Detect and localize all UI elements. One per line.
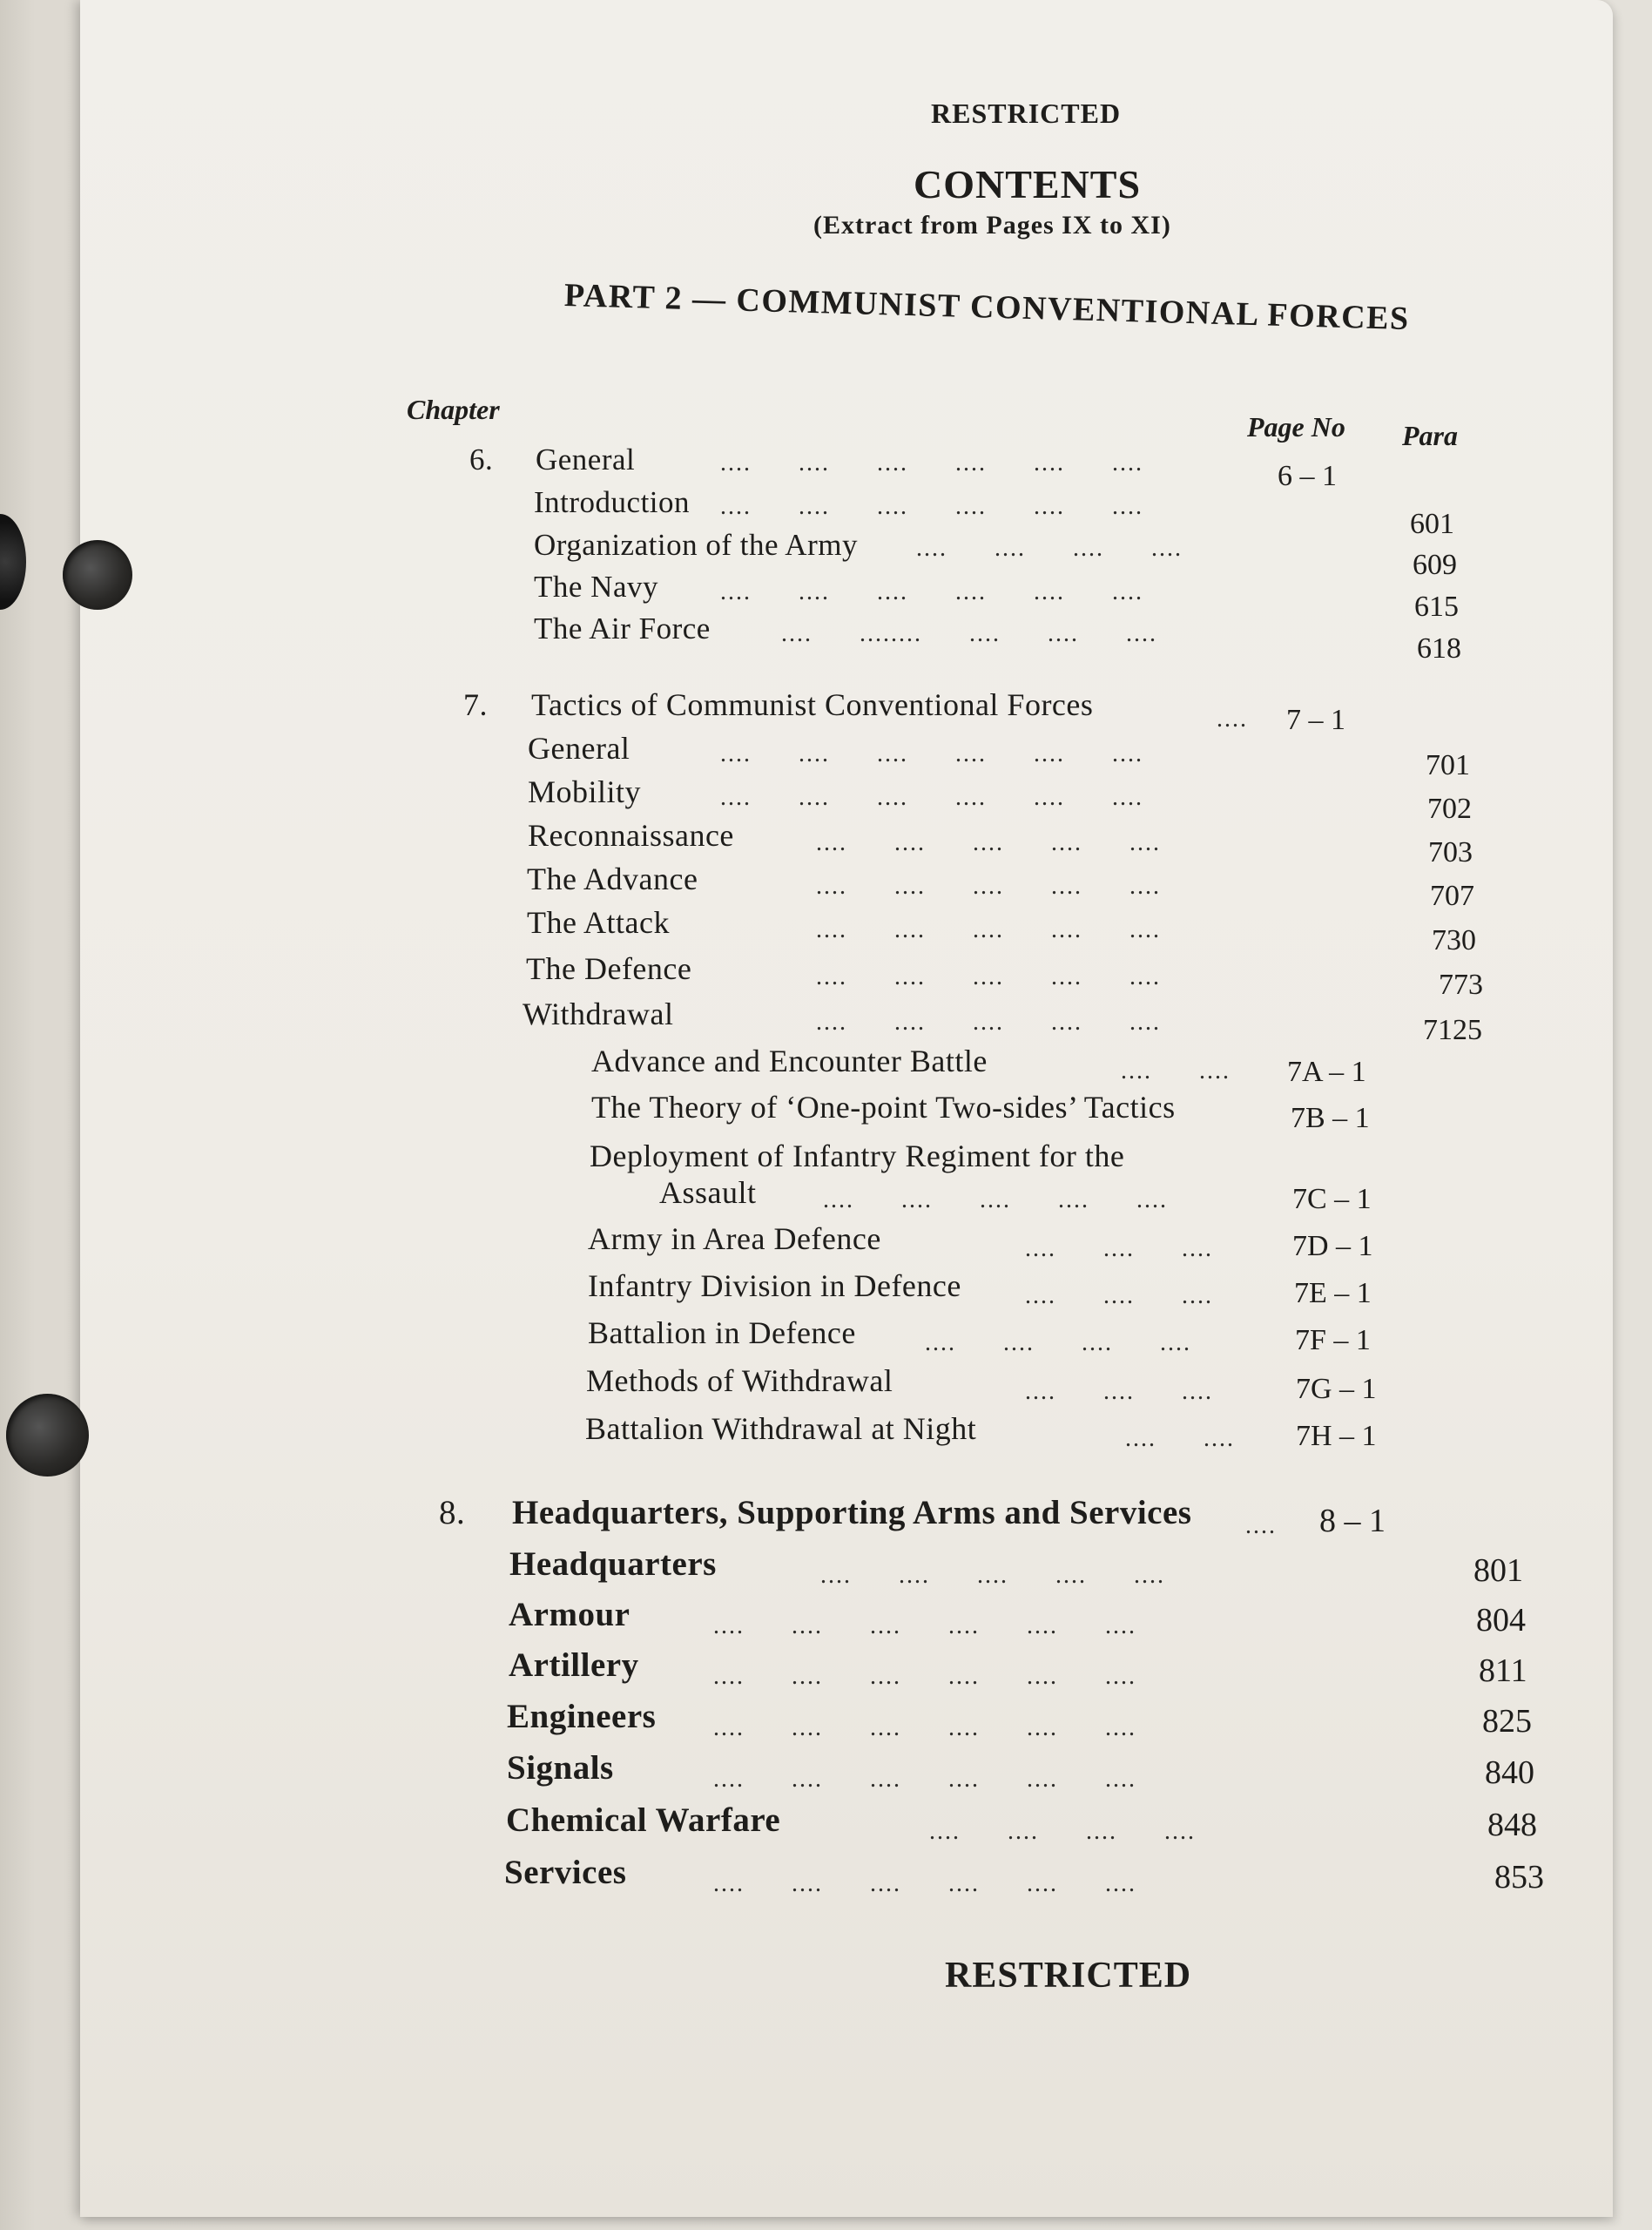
chapter-7-annex-title-continued: Assault	[659, 1175, 757, 1210]
chapter-7-entry-para: 707	[1430, 880, 1474, 912]
chapter-6-entry-para: 601	[1410, 508, 1454, 540]
chapter-6-number: 6.	[469, 443, 494, 476]
leader-dots: .... .... .... .... ....	[816, 873, 1161, 900]
chapter-7-entry-title: Reconnaissance	[528, 818, 734, 853]
chapter-7-entry-title: The Attack	[527, 905, 670, 940]
leader-dots: .... .... .... .... .... ....	[713, 1612, 1136, 1639]
leader-dots: .... .... .... .... .... ....	[713, 1663, 1136, 1690]
chapter-6-page: 6 – 1	[1278, 460, 1337, 492]
part-heading: PART 2 — COMMUNIST CONVENTIONAL FORCES	[563, 277, 1411, 338]
leader-dots: .... .... .... .... ....	[816, 916, 1161, 943]
column-header-para: Para	[1402, 420, 1458, 451]
chapter-8-entry-para: 853	[1494, 1859, 1544, 1896]
leader-dots: .... .... .... .... ....	[816, 829, 1161, 856]
chapter-7-entry-title: Mobility	[528, 774, 642, 809]
chapter-8-entry-title: Headquarters	[509, 1545, 717, 1583]
page-title: CONTENTS	[914, 162, 1142, 206]
leader-dots: .... .... .... .... ....	[820, 1562, 1165, 1589]
chapter-7-entry-para: 703	[1428, 836, 1473, 868]
chapter-7-entry-para: 773	[1439, 969, 1483, 1001]
chapter-7-entry-para: 730	[1432, 924, 1476, 956]
chapter-6-entry-title: The Air Force	[534, 612, 711, 645]
leader-dots: .... .... .... .... .... ....	[713, 1766, 1136, 1793]
chapter-7-annex-page: 7C – 1	[1292, 1183, 1372, 1215]
chapter-8-entry-title: Engineers	[507, 1698, 657, 1735]
chapter-8-entry-title: Artillery	[509, 1646, 639, 1684]
leader-dots: .... ....	[1121, 1058, 1231, 1085]
chapter-8-entry-para: 840	[1485, 1754, 1534, 1791]
leader-dots: .... .... .... .... ....	[816, 1009, 1161, 1036]
chapter-8-entry-title: Armour	[509, 1596, 630, 1633]
classification-footer: RESTRICTED	[945, 1956, 1192, 1996]
chapter-7-entry-para: 701	[1426, 749, 1470, 781]
leader-dots: .... .... .... .... .... ....	[720, 784, 1143, 811]
chapter-8-entry-title: Signals	[507, 1749, 614, 1787]
chapter-6-entry-para: 609	[1413, 549, 1457, 581]
chapter-7-number: 7.	[463, 687, 488, 722]
chapter-7-annex-page: 7B – 1	[1291, 1102, 1370, 1134]
chapter-7-annex-title: Infantry Division in Defence	[588, 1268, 961, 1303]
leader-dots: .... .... .... .... .... ....	[713, 1714, 1136, 1741]
leader-dots: .... .... ....	[1025, 1378, 1213, 1405]
chapter-7-annex-title: Battalion in Defence	[588, 1315, 856, 1350]
chapter-6-title: General	[536, 443, 636, 476]
leader-dots: .... .... .... ....	[925, 1329, 1191, 1356]
classification-header: RESTRICTED	[931, 98, 1122, 129]
chapter-7-entry-title: The Advance	[527, 862, 698, 896]
chapter-7-annex-page: 7D – 1	[1292, 1230, 1373, 1262]
chapter-6-entry-para: 615	[1414, 591, 1459, 623]
chapter-8-entry-title: Services	[504, 1854, 627, 1891]
chapter-7-entry-para: 7125	[1423, 1014, 1482, 1046]
document-page	[80, 0, 1613, 2217]
binding-hole-top	[63, 540, 132, 610]
leader-dots: .... .... .... .... .... ....	[720, 449, 1143, 476]
leader-dots: .... .... .... .... ....	[823, 1186, 1168, 1213]
chapter-7-page: 7 – 1	[1286, 704, 1345, 736]
chapter-7-annex-title: Advance and Encounter Battle	[591, 1044, 988, 1078]
chapter-8-entry-para: 804	[1476, 1602, 1526, 1639]
chapter-8-title: Headquarters, Supporting Arms and Services	[512, 1494, 1192, 1531]
page-subtitle: (Extract from Pages IX to XI)	[813, 211, 1171, 240]
leader-dots: .... .... .... ....	[929, 1818, 1196, 1845]
chapter-7-entry-title: Withdrawal	[523, 997, 674, 1031]
chapter-6-entry-title: The Navy	[534, 570, 658, 604]
chapter-7-annex-title: Army in Area Defence	[588, 1221, 881, 1256]
leader-dots: ....	[1245, 1512, 1277, 1539]
leader-dots: .... ........ .... .... ....	[781, 620, 1157, 647]
leader-dots: .... .... .... .... ....	[816, 963, 1161, 990]
leader-dots: .... ....	[1125, 1425, 1235, 1452]
binding-hole-bottom	[6, 1394, 89, 1477]
column-header-chapter: Chapter	[407, 394, 500, 425]
chapter-7-annex-page: 7G – 1	[1296, 1373, 1377, 1405]
chapter-8-entry-para: 811	[1479, 1652, 1527, 1689]
chapter-6-entry-title: Introduction	[534, 485, 691, 519]
chapter-7-annex-page: 7A – 1	[1287, 1056, 1366, 1088]
binder-ring-top	[0, 514, 26, 610]
chapter-7-entry-title: The Defence	[526, 951, 692, 986]
chapter-8-entry-para: 801	[1473, 1552, 1523, 1589]
leader-dots: ....	[1217, 706, 1248, 733]
leader-dots: .... .... ....	[1025, 1282, 1213, 1309]
chapter-8-entry-para: 848	[1487, 1807, 1537, 1843]
chapter-8-entry-title: Chemical Warfare	[506, 1801, 781, 1839]
chapter-7-title: Tactics of Communist Conventional Forces	[531, 687, 1094, 722]
chapter-7-annex-title: The Theory of ‘One-point Two-sides’ Tactics	[591, 1090, 1176, 1125]
column-header-page-no: Page No	[1247, 411, 1345, 443]
chapter-7-annex-title: Battalion Withdrawal at Night	[585, 1411, 977, 1446]
leader-dots: .... .... .... .... .... ....	[720, 578, 1143, 605]
chapter-6-entry-para: 618	[1417, 632, 1461, 665]
chapter-7-annex-title: Deployment of Infantry Regiment for the	[590, 1139, 1125, 1173]
chapter-7-entry-para: 702	[1427, 793, 1472, 825]
leader-dots: .... .... .... .... .... ....	[713, 1870, 1136, 1897]
chapter-7-annex-page: 7F – 1	[1295, 1324, 1371, 1356]
chapter-7-annex-page: 7E – 1	[1294, 1277, 1372, 1309]
chapter-7-annex-title: Methods of Withdrawal	[586, 1363, 893, 1398]
leader-dots: .... .... .... ....	[916, 535, 1183, 562]
chapter-8-page: 8 – 1	[1319, 1503, 1386, 1539]
chapter-7-entry-title: General	[528, 731, 630, 766]
chapter-8-entry-para: 825	[1482, 1703, 1532, 1740]
leader-dots: .... .... .... .... .... ....	[720, 740, 1143, 767]
leader-dots: .... .... .... .... .... ....	[720, 493, 1143, 520]
chapter-8-number: 8.	[439, 1494, 466, 1531]
leader-dots: .... .... ....	[1025, 1235, 1213, 1262]
chapter-7-annex-page: 7H – 1	[1296, 1420, 1377, 1452]
chapter-6-entry-title: Organization of the Army	[534, 528, 858, 562]
